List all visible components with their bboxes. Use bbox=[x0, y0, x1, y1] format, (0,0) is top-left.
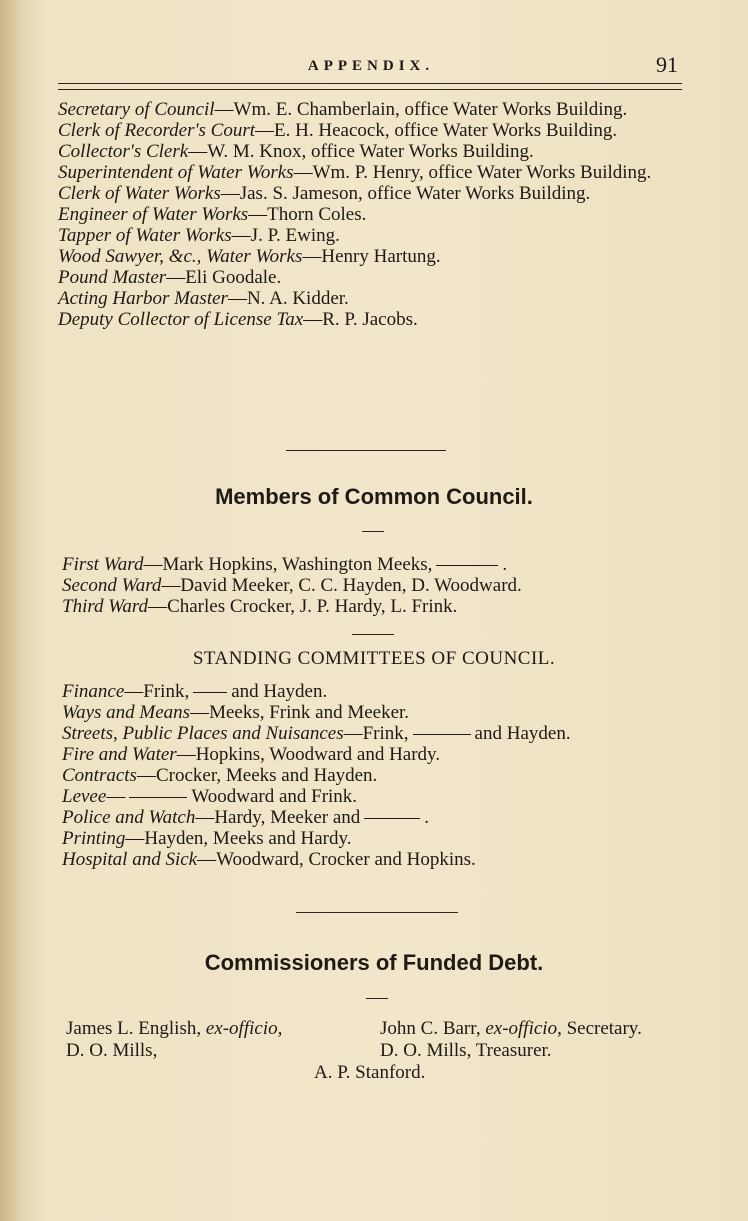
officer-entry: Tapper of Water Works—J. P. Ewing. bbox=[58, 225, 340, 246]
officer-entry: Collector's Clerk—W. M. Knox, office Water Works Building. bbox=[58, 141, 534, 162]
committee-line: Finance—Frink, and Hayden. bbox=[62, 681, 328, 702]
page-header bbox=[60, 52, 682, 80]
officer-entry: Wood Sawyer, &c., Water Works—Henry Hartung. bbox=[58, 246, 441, 267]
ward-line: Third Ward—Charles Crocker, J. P. Hardy, L. Frink. bbox=[62, 596, 458, 617]
council-wards bbox=[62, 554, 682, 617]
blank-line bbox=[193, 692, 227, 693]
commissioner-line: John C. Barr, ex-officio, Secretary. bbox=[380, 1018, 642, 1039]
page-number: 91 bbox=[656, 52, 678, 77]
blank-line bbox=[413, 734, 471, 735]
committee-line: Printing—Hayden, Meeks and Hardy. bbox=[62, 828, 352, 849]
funded-debt-heading: Commissioners of Funded Debt. bbox=[204, 950, 544, 975]
council-heading: Members of Common Council. bbox=[215, 484, 533, 509]
officer-entry: Superintendent of Water Works—Wm. P. Henry, office Water Works Building. bbox=[58, 162, 652, 183]
committee-line: Police and Watch—Hardy, Meeker and . bbox=[62, 807, 430, 828]
officer-entry: Clerk of Water Works—Jas. S. Jameson, office Water Works Building. bbox=[58, 183, 591, 204]
committee-line: Ways and Means—Meeks, Frink and Meeker. bbox=[62, 702, 410, 723]
committees-heading: STANDING COMMITTEES OF COUNCIL. bbox=[192, 648, 556, 669]
commissioners-right bbox=[380, 1018, 642, 1062]
short-rule bbox=[362, 531, 384, 532]
commissioners-left bbox=[66, 1018, 282, 1062]
committee-line: Streets, Public Places and Nuisances—Frink, and Hayden. bbox=[62, 723, 571, 744]
section-rule bbox=[286, 450, 446, 451]
committee-line: Hospital and Sick—Woodward, Crocker and Hopkins. bbox=[62, 849, 476, 870]
committees-list bbox=[62, 681, 682, 870]
officer-entry: Pound Master—Eli Goodale. bbox=[58, 267, 282, 288]
commissioner-line: James L. English, ex-officio, bbox=[66, 1018, 283, 1039]
ward-line: Second Ward—David Meeker, C. C. Hayden, D. Woodward. bbox=[62, 575, 522, 596]
short-rule bbox=[366, 998, 388, 999]
officer-entry: Secretary of Council—Wm. E. Chamberlain, office Water Works Building. bbox=[58, 99, 628, 120]
short-rule bbox=[352, 634, 394, 635]
officers-list bbox=[58, 99, 684, 330]
blank-line bbox=[129, 797, 187, 798]
committee-line: Levee— Woodward and Frink. bbox=[62, 786, 358, 807]
blank-line bbox=[364, 818, 420, 819]
commissioner-line: D. O. Mills, Treasurer. bbox=[380, 1040, 552, 1061]
commissioner-line: D. O. Mills, bbox=[66, 1040, 158, 1061]
officer-entry: Engineer of Water Works—Thorn Coles. bbox=[58, 204, 367, 225]
running-title: APPENDIX. bbox=[307, 58, 435, 74]
blank-line bbox=[436, 565, 498, 566]
officer-entry: Deputy Collector of License Tax—R. P. Jacobs. bbox=[58, 309, 418, 330]
committee-line: Contracts—Crocker, Meeks and Hayden. bbox=[62, 765, 378, 786]
committee-line: Fire and Water—Hopkins, Woodward and Hardy. bbox=[62, 744, 441, 765]
header-double-rule bbox=[58, 83, 682, 90]
commissioner-center: A. P. Stanford. bbox=[314, 1062, 426, 1083]
ward-line: First Ward—Mark Hopkins, Washington Meeks, . bbox=[62, 554, 508, 575]
section-rule bbox=[296, 912, 458, 913]
officer-entry: Acting Harbor Master—N. A. Kidder. bbox=[58, 288, 349, 309]
officer-entry: Clerk of Recorder's Court—E. H. Heacock, office Water Works Building. bbox=[58, 120, 618, 141]
